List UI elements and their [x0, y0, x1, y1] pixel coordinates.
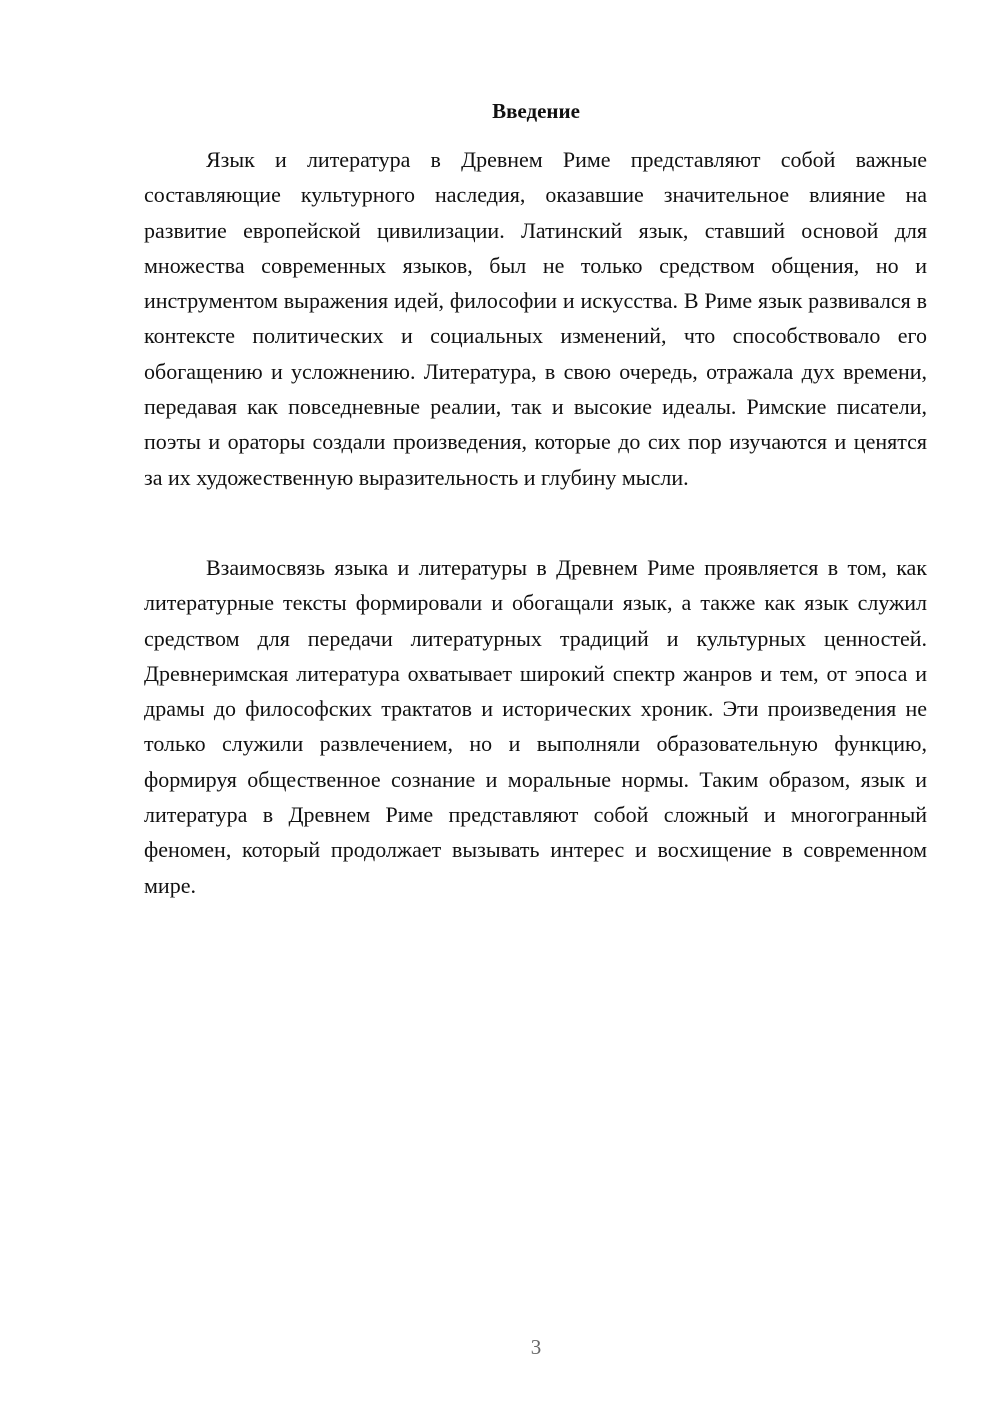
page-number: 3: [530, 1335, 542, 1359]
paragraph-relationship: Взаимосвязь языка и литературы в Древнем Риме проявляется в том, как литературные тексты формировали и обогащали язык, а также как язык служил средством для передачи литературных традиций и культурных ценностей. Древнеримская литература охватывает широкий спектр жанров и тем, от эпоса и драмы до философских трактатов и исторических хроник. Эти произведения не только служили развлечением, но и выполняли образовательную функцию, формируя общественное сознание и моральные нормы. Таким образом, язык и литература в Древнем Риме представляют собой сложный и многогранный феномен, который продолжает вызывать интерес и восхищение в современном мире.: [144, 555, 927, 898]
paragraph-intro: Язык и литература в Древнем Риме представляют собой важные составляющие культурного наследия, оказавшие значительное влияние на развитие европейской цивилизации. Латинский язык, ставший основой для множества современных языков, был не только средством общения, но и инструментом выражения идей, философии и искусства. В Риме язык развивался в контексте политических и социальных изменений, что способствовало его обогащению и усложнению. Литература, в свою очередь, отражала дух времени, передавая как повседневные реалии, так и высокие идеалы. Римские писатели, поэты и ораторы создали произведения, которые до сих пор изучаются и ценятся за их художественную выразительность и глубину мысли.: [144, 147, 927, 490]
section-heading: Введение: [492, 99, 580, 123]
